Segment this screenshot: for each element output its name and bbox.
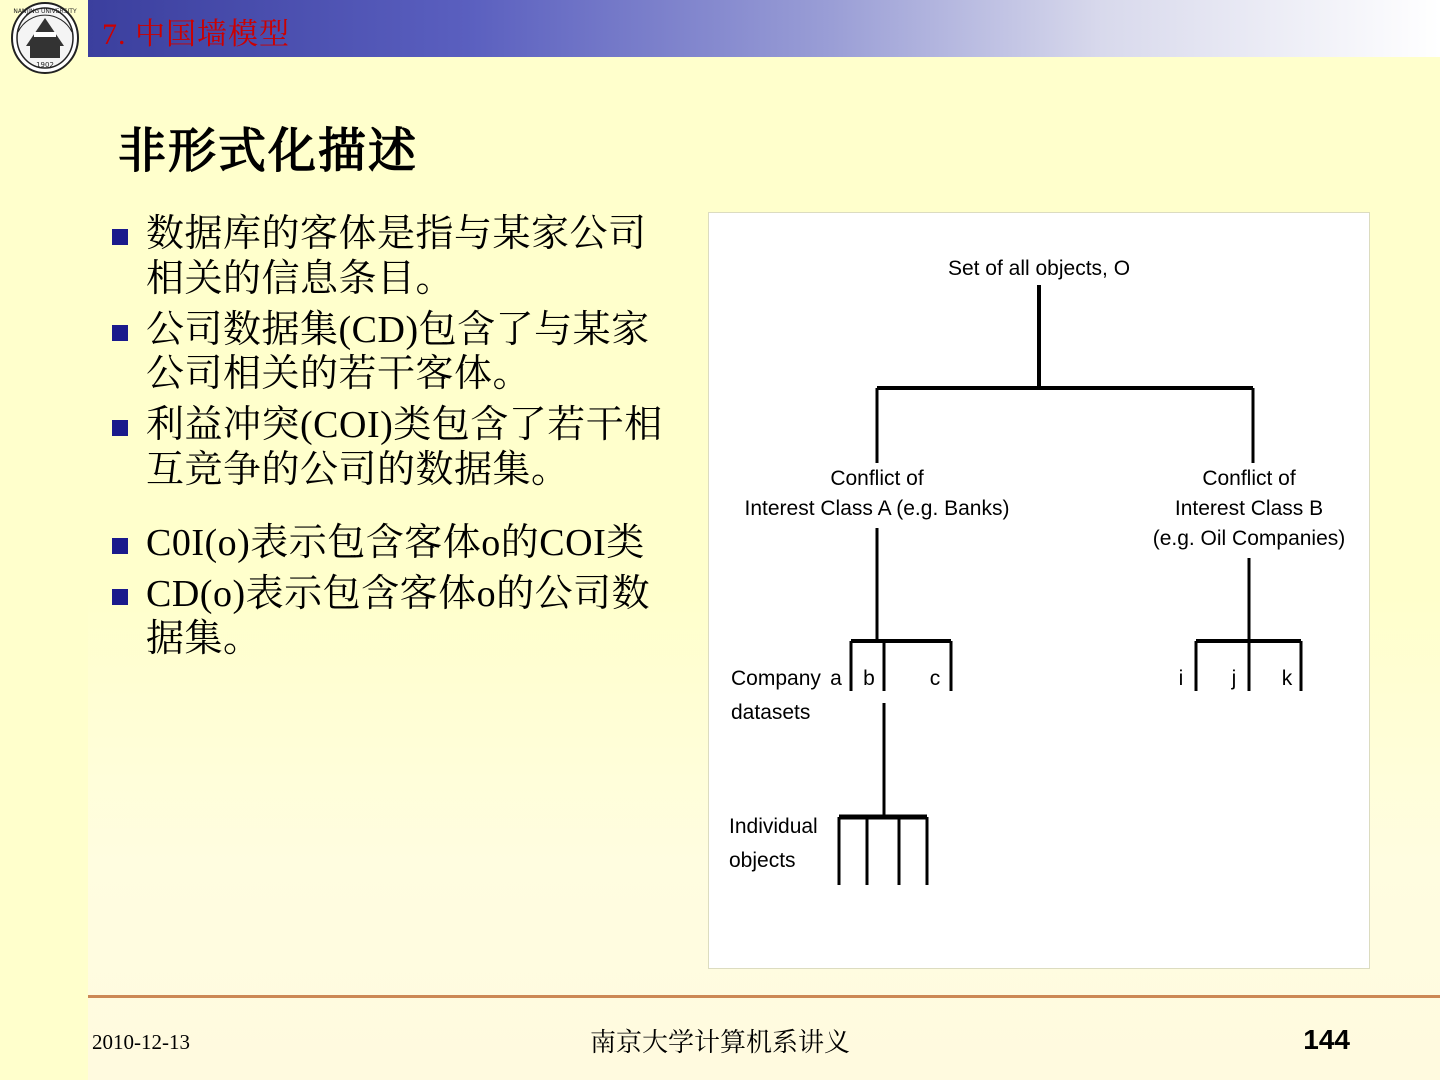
svg-text:j: j [1231, 667, 1237, 690]
svg-text:b: b [863, 667, 875, 690]
svg-text:c: c [929, 667, 941, 690]
svg-text:(e.g. Oil Companies): (e.g. Oil Companies) [1152, 527, 1346, 550]
header-title: 7. 中国墙模型 [102, 18, 290, 51]
list-item-label: 利益冲突(COI)类包含了若干相互竞争的公司的数据集。 [146, 404, 663, 492]
bullet-marker-icon [112, 589, 128, 605]
page-number: 144 [1303, 1024, 1350, 1055]
svg-text:1902: 1902 [36, 61, 54, 69]
svg-text:datasets: datasets [731, 701, 811, 724]
svg-text:Individual: Individual [729, 815, 818, 838]
footer-divider [88, 995, 1440, 998]
svg-text:objects: objects [729, 849, 796, 872]
list-item [112, 212, 672, 302]
chinese-wall-object-hierarchy-diagram [708, 212, 1370, 969]
list-item [112, 521, 672, 566]
svg-text:NANJING UNIVERSITY: NANJING UNIVERSITY [13, 8, 77, 15]
svg-text:Set of all objects, O: Set of all objects, O [947, 257, 1131, 280]
svg-text:k: k [1281, 667, 1293, 690]
svg-text:a: a [830, 667, 842, 690]
svg-text:Interest Class B: Interest Class B [1174, 497, 1324, 520]
header-bar [88, 0, 1440, 57]
svg-text:Company: Company [731, 667, 821, 690]
list-item-label: C0I(o)表示包含客体o的COI类 [146, 521, 645, 564]
svg-text:Interest Class A (e.g. Banks): Interest Class A (e.g. Banks) [744, 497, 1010, 520]
list-item [112, 308, 672, 398]
list-item-label: CD(o)表示包含客体o的公司数据集。 [146, 572, 651, 660]
university-crest-icon [8, 2, 82, 74]
page-title: 非形式化描述 [118, 123, 419, 179]
list-item [112, 403, 672, 493]
footer-date: 2010-12-13 [92, 1030, 190, 1054]
svg-text:Conflict of: Conflict of [830, 467, 924, 490]
left-margin-strip [0, 0, 88, 1080]
list-item-label: 公司数据集(CD)包含了与某家公司相关的若干客体。 [146, 308, 650, 396]
bullet-list [112, 212, 672, 667]
bullet-marker-icon [112, 325, 128, 341]
svg-text:i: i [1178, 667, 1184, 690]
svg-text:Conflict of: Conflict of [1202, 467, 1296, 490]
bullet-marker-icon [112, 229, 128, 245]
footer-center-text: 南京大学计算机系讲义 [589, 1028, 850, 1057]
bullet-marker-icon [112, 420, 128, 436]
list-item-label: 数据库的客体是指与某家公司相关的信息条目。 [146, 213, 647, 300]
bullet-marker-icon [112, 538, 128, 554]
list-item [112, 572, 672, 662]
